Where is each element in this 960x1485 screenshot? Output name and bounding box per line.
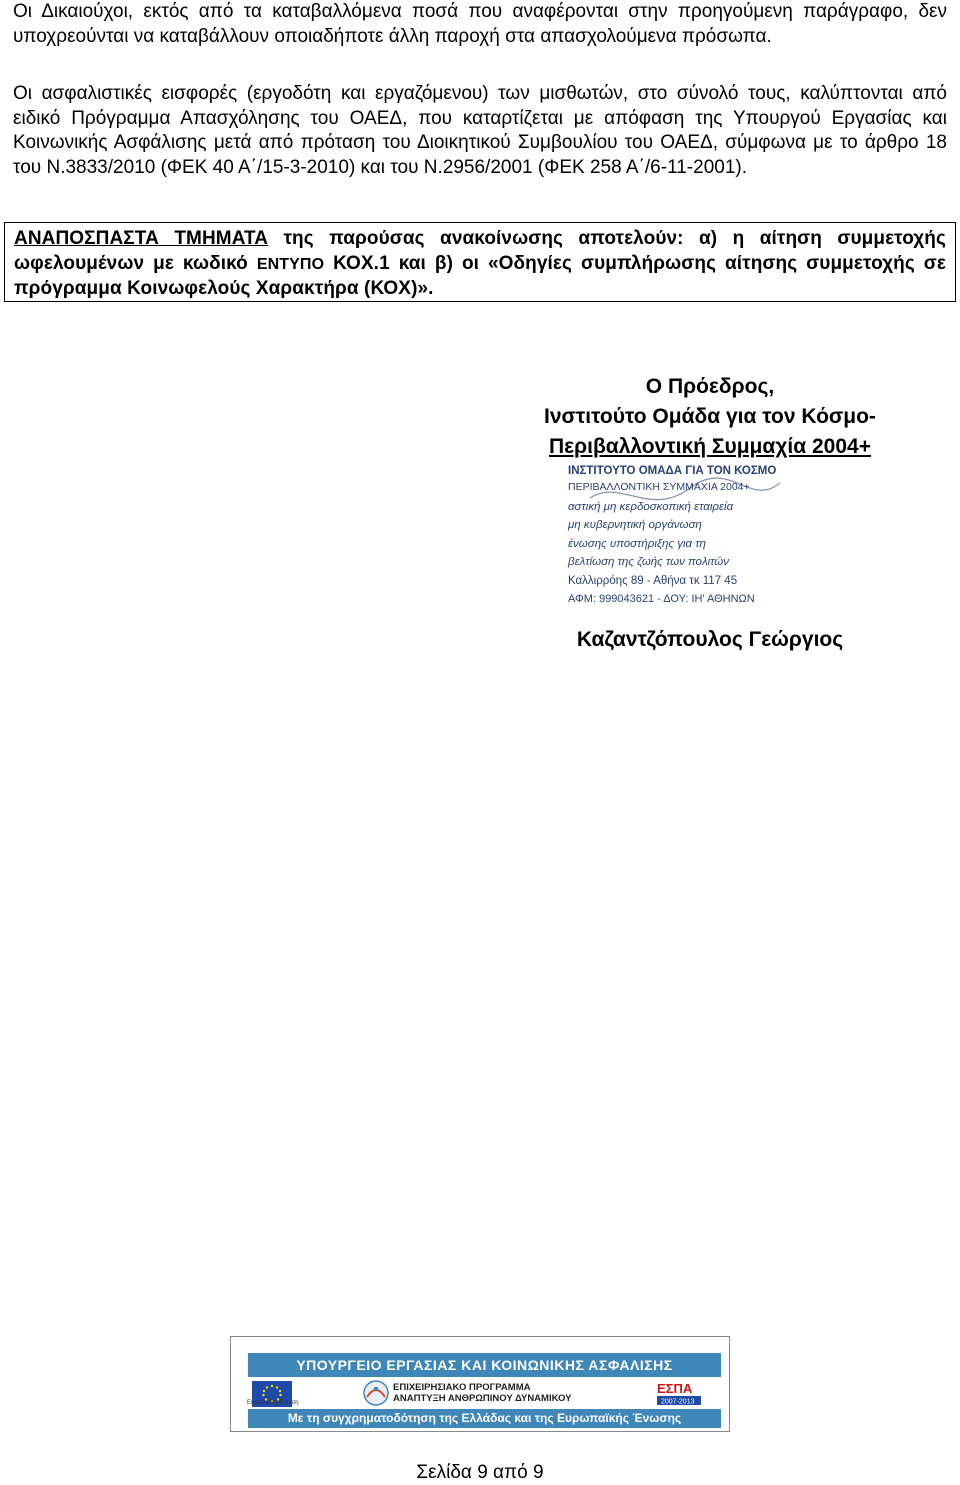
stamp-line: ΠΕΡΙΒΑΛΛΟΝΤΙΚΗ ΣΥΜΜΑΧΙΑ 2004+: [568, 481, 750, 493]
espa-years: 2007-2013: [661, 1398, 695, 1406]
stamp-line: Καλλιρρόης 89 - Αθήνα τκ 117 45: [568, 575, 738, 587]
signature-line-3: Περιβαλλοντική Συμμαχία 2004+: [549, 435, 871, 458]
espa-label: ΕΣΠΑ: [657, 1381, 693, 1396]
ministry-banner: [230, 1336, 730, 1432]
program-name: [393, 1382, 571, 1404]
notice-text-1: της παρούσας ανακοίνωσης αποτελούν: α) η αίτηση συμμετοχής ωφελουμένων με κωδικό: [14, 228, 946, 274]
stamp-line: ΙΝΣΤΙΤΟΥΤΟ ΟΜΑΔΑ ΓΙΑ ΤΟΝ ΚΟΣΜΟ: [568, 465, 777, 477]
notice-form-label: ΕΝΤΥΠΟ: [256, 255, 325, 273]
eu-caption: Ευρωπαϊκή Ένωση: [247, 1400, 299, 1406]
paragraph-beneficiaries: Οι Δικαιούχοι, εκτός από τα καταβαλλόμενα ποσά που αναφέρονται στην προηγούμενη παράγραφο, δεν υποχρεούνται να καταβάλλουν οποιαδήποτε άλλη παροχή στα απασχολούμενα πρόσωπα.: [13, 1, 947, 47]
paragraph-insurance: Οι ασφαλιστικές εισφορές (εργοδότη και εργαζόμενου) των μισθωτών, στο σύνολό τους, καλύπτονται από ειδικό Πρόγραμμα Απασχόλησης του ΟΑΕΔ, που καταρτίζεται με απόφαση της Υπουργού Εργασίας και Κοινωνικής Ασφάλισης μετά από πρόταση του Διοικητικού Συμβουλίου του ΟΑΕΔ, σύμφωνα με το άρθρο 18 του Ν.3833/2010 (ΦΕΚ 40 Α΄/15-3-2010) και του Ν.2956/2001 (ΦΕΚ 258 Α΄/6-11-2001).: [13, 83, 947, 178]
espa-logo-icon: [651, 1379, 706, 1407]
stamp-line: βελτίωση της ζωής των πολιτών: [568, 556, 730, 568]
organization-stamp: [560, 458, 800, 608]
program-line-1: ΕΠΙΧΕΙΡΗΣΙΑΚΟ ΠΡΟΓΡΑΜΜΑ: [393, 1382, 531, 1393]
stamp-line: μη κυβερνητική οργάνωση: [568, 519, 702, 531]
signature-line-1: Ο Πρόεδρος,: [645, 375, 775, 398]
notice-text-2: ΚΟΧ.1 και β) οι «Οδηγίες συμπλήρωσης αίτησης συμμετοχής σε πρόγραμμα Κοινωφελούς Χαρακτήρα (ΚΟΧ)».: [14, 252, 946, 299]
signer-name: Καζαντζόπουλος Γεώργιος: [576, 628, 844, 651]
cofunding-statement: Με τη συγχρηματοδότηση της Ελλάδας και της Ευρωπαϊκής Ένωσης: [248, 1409, 721, 1428]
signature-block: [470, 372, 950, 462]
signature-line-2: Ινστιτούτο Ομάδα για τον Κόσμο-: [544, 405, 876, 428]
notice-underlined: ΑΝΑΠΟΣΠΑΣΤΑ ΤΜΗΜΑΤΑ: [14, 228, 269, 249]
page-number: Σελίδα 9 από 9: [416, 1462, 544, 1483]
program-logo-icon: [361, 1379, 391, 1407]
notice-box: [4, 222, 956, 302]
stamp-line: αστική μη κερδοσκοπική εταιρεία: [568, 501, 734, 513]
stamp-line: ένωσης υποστήριξης για τη: [568, 538, 706, 550]
program-line-2: ΑΝΑΠΤΥΞΗ ΑΝΘΡΩΠΙΝΟΥ ΔΥΝΑΜΙΚΟΥ: [393, 1393, 572, 1404]
ministry-title: ΥΠΟΥΡΓΕΙΟ ΕΡΓΑΣΙΑΣ ΚΑΙ ΚΟΙΝΩΝΙΚΗΣ ΑΣΦΑΛΙΣΗΣ: [248, 1353, 721, 1377]
stamp-line: ΑΦΜ: 999043621 - ΔΟΥ: ΙΗ' ΑΘΗΝΩΝ: [568, 593, 755, 605]
notice-text: [14, 227, 946, 302]
